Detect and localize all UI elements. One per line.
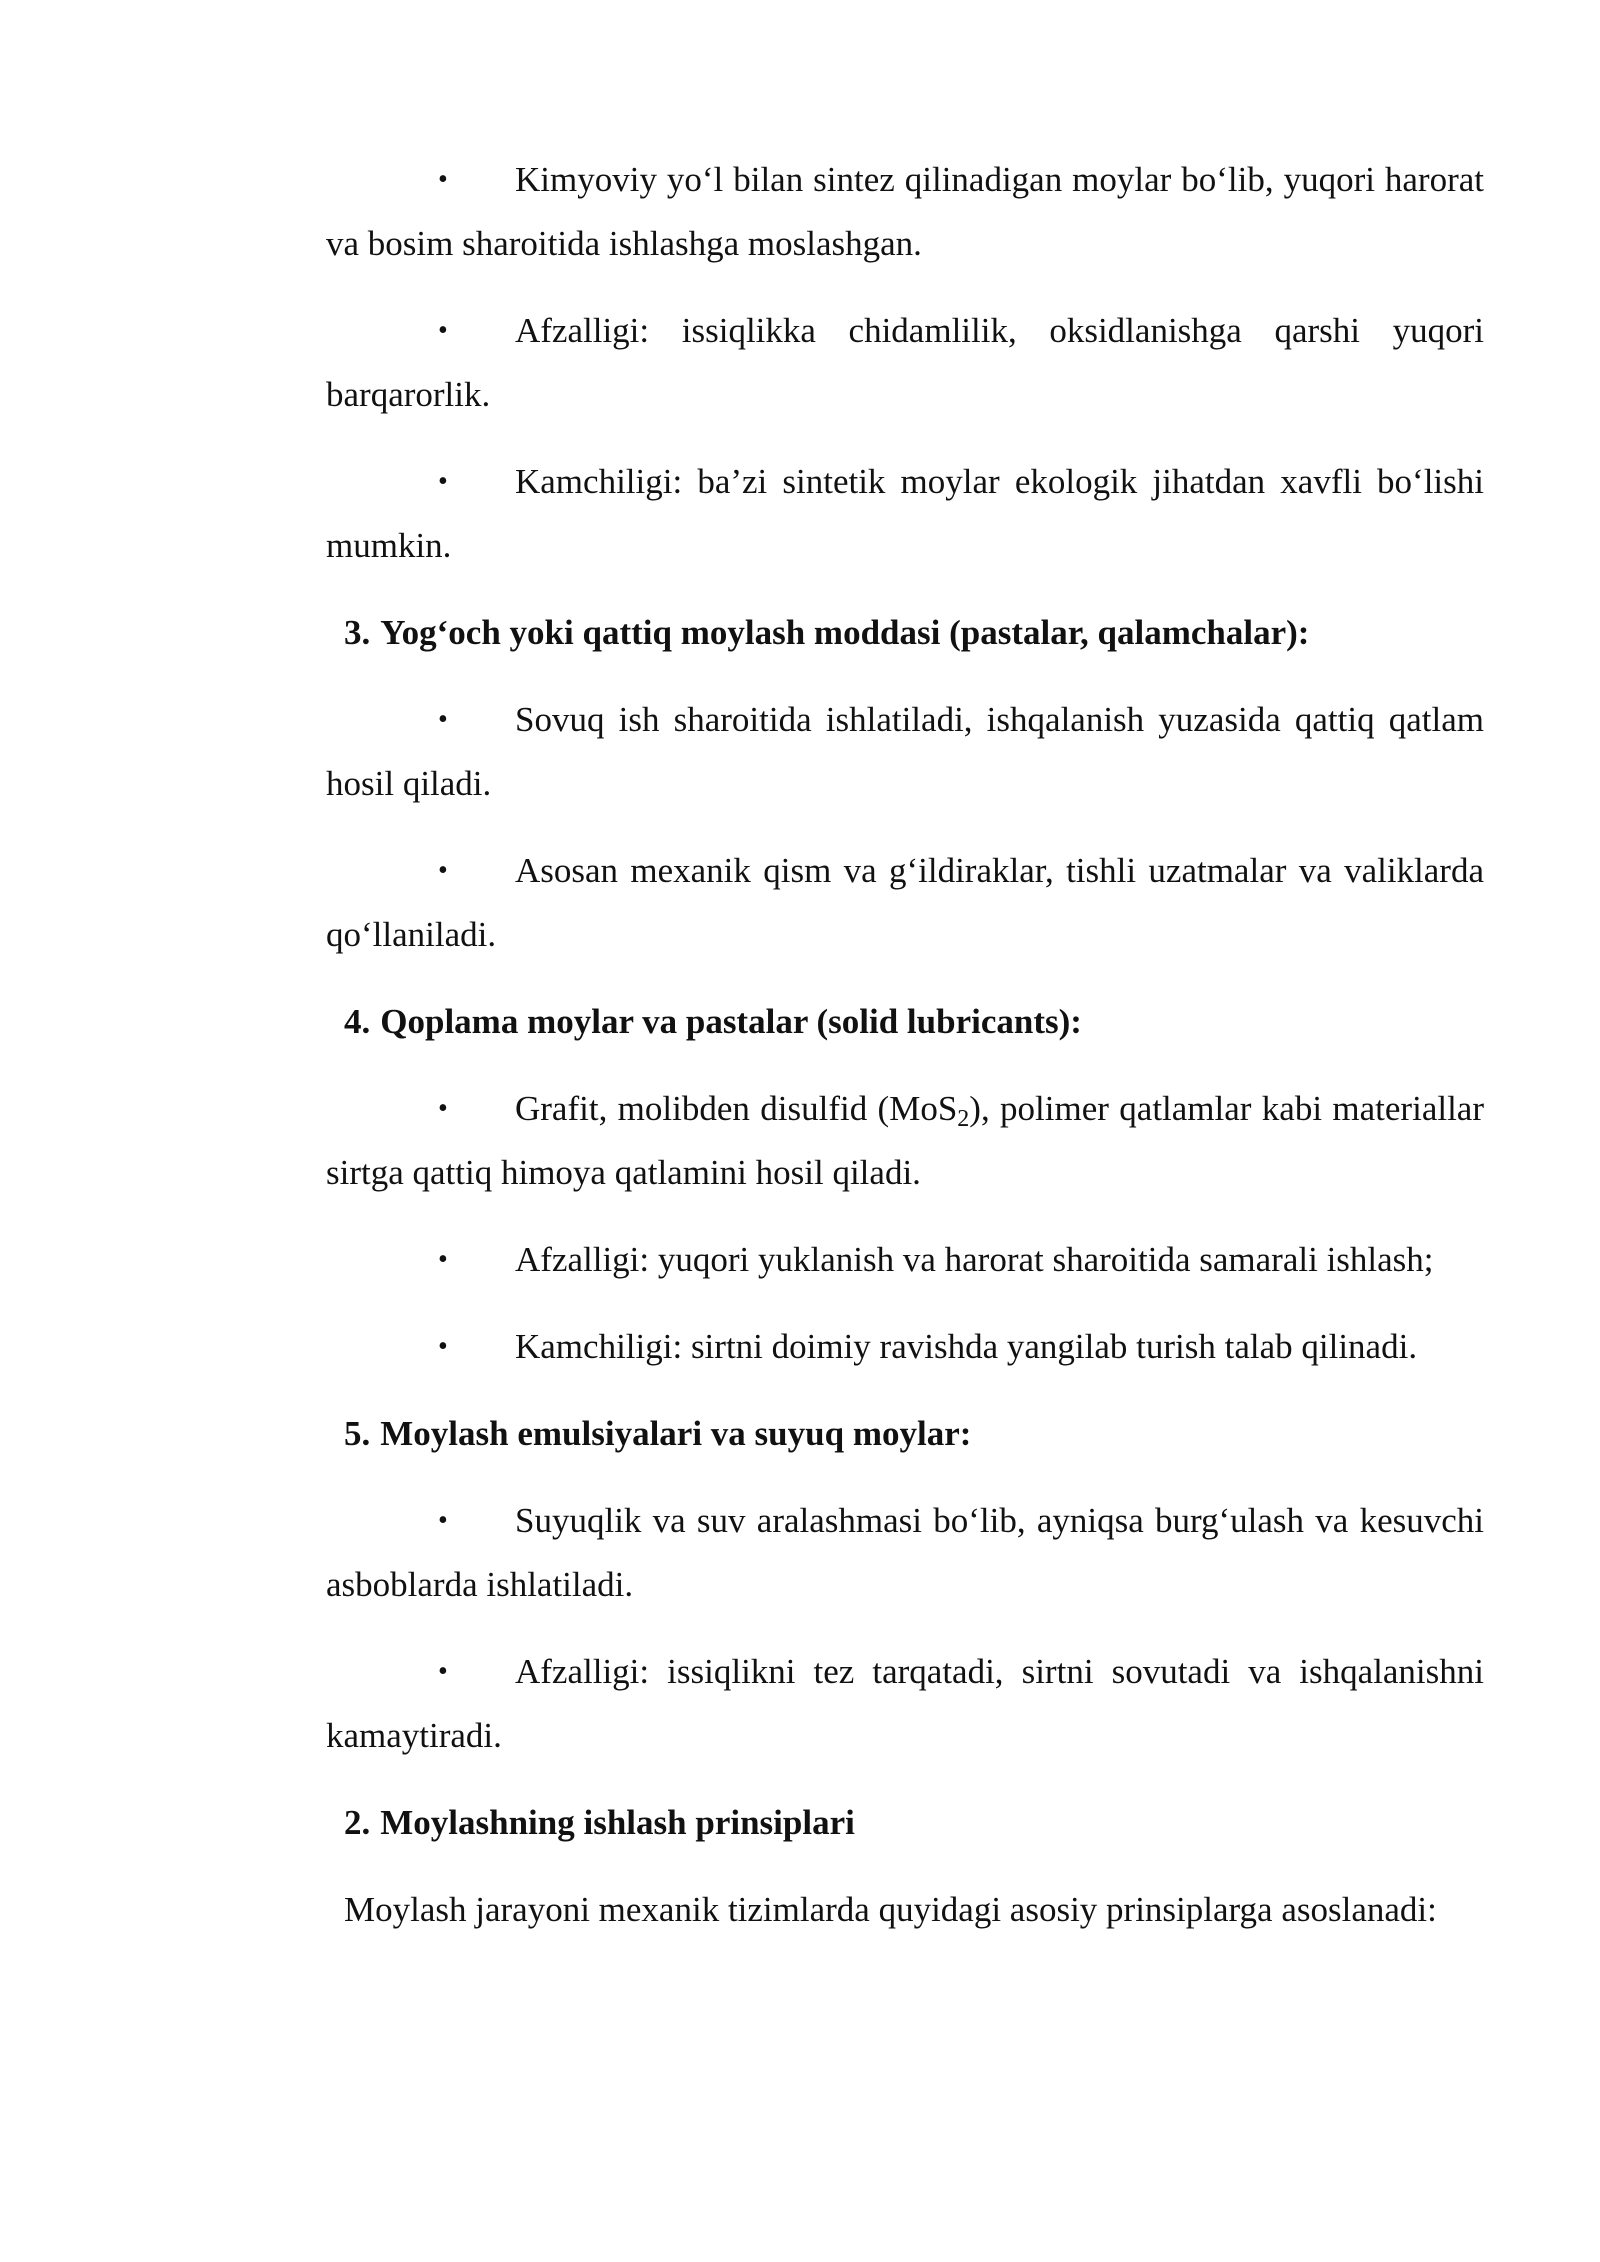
list-item-text: Kamchiligi: sirtni doimiy ravishda yangilab turish talab qilinadi. [515,1327,1418,1366]
document-body [326,148,1484,1942]
list-item-text-after-formula: ), polimer qatlamlar kabi materiallar sirtga qattiq himoya qatlamini hosil qiladi. [326,1089,1484,1192]
list-item-text: Kamchiligi: ba’zi sintetik moylar ekologik jihatdan xavfli bo‘lishi mumkin. [326,462,1484,565]
section-heading [344,1791,1484,1855]
section-heading [344,1402,1484,1466]
list-item-text: Asosan mexanik qism va g‘ildiraklar, tishli uzatmalar va valiklarda qo‘llaniladi. [326,851,1484,954]
section-heading-text: Moylashning ishlash prinsiplari [380,1803,855,1842]
section-heading-text: Moylash emulsiyalari va suyuq moylar: [380,1414,972,1453]
formula-subscript: 2 [957,1106,970,1132]
bullet-icon: • [438,855,448,886]
bullet-icon: • [438,466,448,497]
bullet-icon: • [438,1331,448,1362]
section-number: 4. [344,1002,371,1041]
list-item [326,1077,1484,1205]
bullet-icon: • [438,1505,448,1536]
bullet-icon: • [438,164,448,195]
list-item-text: Afzalligi: issiqlikni tez tarqatadi, sirtni sovutadi va ishqalanishni kamaytiradi. [326,1652,1484,1755]
list-item [326,1228,1484,1292]
list-item-text: Suyuqlik va suv aralashmasi bo‘lib, ayniqsa burg‘ulash va kesuvchi asboblarda ishlatiladi. [326,1501,1484,1604]
list-item [326,299,1484,427]
section-heading [344,990,1484,1054]
list-item-text: Kimyoviy yo‘l bilan sintez qilinadigan moylar bo‘lib, yuqori harorat va bosim sharoitida ishlashga moslashgan. [326,160,1484,263]
bullet-icon: • [438,704,448,735]
bullet-icon: • [438,1093,448,1124]
list-item [326,148,1484,276]
bullet-icon: • [438,1656,448,1687]
bullet-icon: • [438,315,448,346]
list-item-text: Afzalligi: issiqlikka chidamlilik, oksidlanishga qarshi yuqori barqarorlik. [326,311,1484,414]
section-heading [344,601,1484,665]
section-number: 2. [344,1803,371,1842]
bullet-icon: • [438,1244,448,1275]
section-number: 3. [344,613,371,652]
list-item-text: Sovuq ish sharoitida ishlatiladi, ishqalanish yuzasida qattiq qatlam hosil qiladi. [326,700,1484,803]
list-item [326,688,1484,816]
list-item [326,839,1484,967]
section-number: 5. [344,1414,371,1453]
list-item-text-before-formula: Grafit, molibden disulfid (MoS [515,1089,958,1128]
list-item [326,450,1484,578]
list-item [326,1489,1484,1617]
section-heading-text: Yog‘och yoki qattiq moylash moddasi (pastalar, qalamchalar): [380,613,1310,652]
list-item [326,1315,1484,1379]
list-item-text: Afzalligi: yuqori yuklanish va harorat sharoitida samarali ishlash; [515,1240,1434,1279]
list-item [326,1640,1484,1768]
body-paragraph: Moylash jarayoni mexanik tizimlarda quyidagi asosiy prinsiplarga asoslanadi: [344,1890,1437,1929]
section-heading-text: Qoplama moylar va pastalar (solid lubricants): [380,1002,1082,1041]
